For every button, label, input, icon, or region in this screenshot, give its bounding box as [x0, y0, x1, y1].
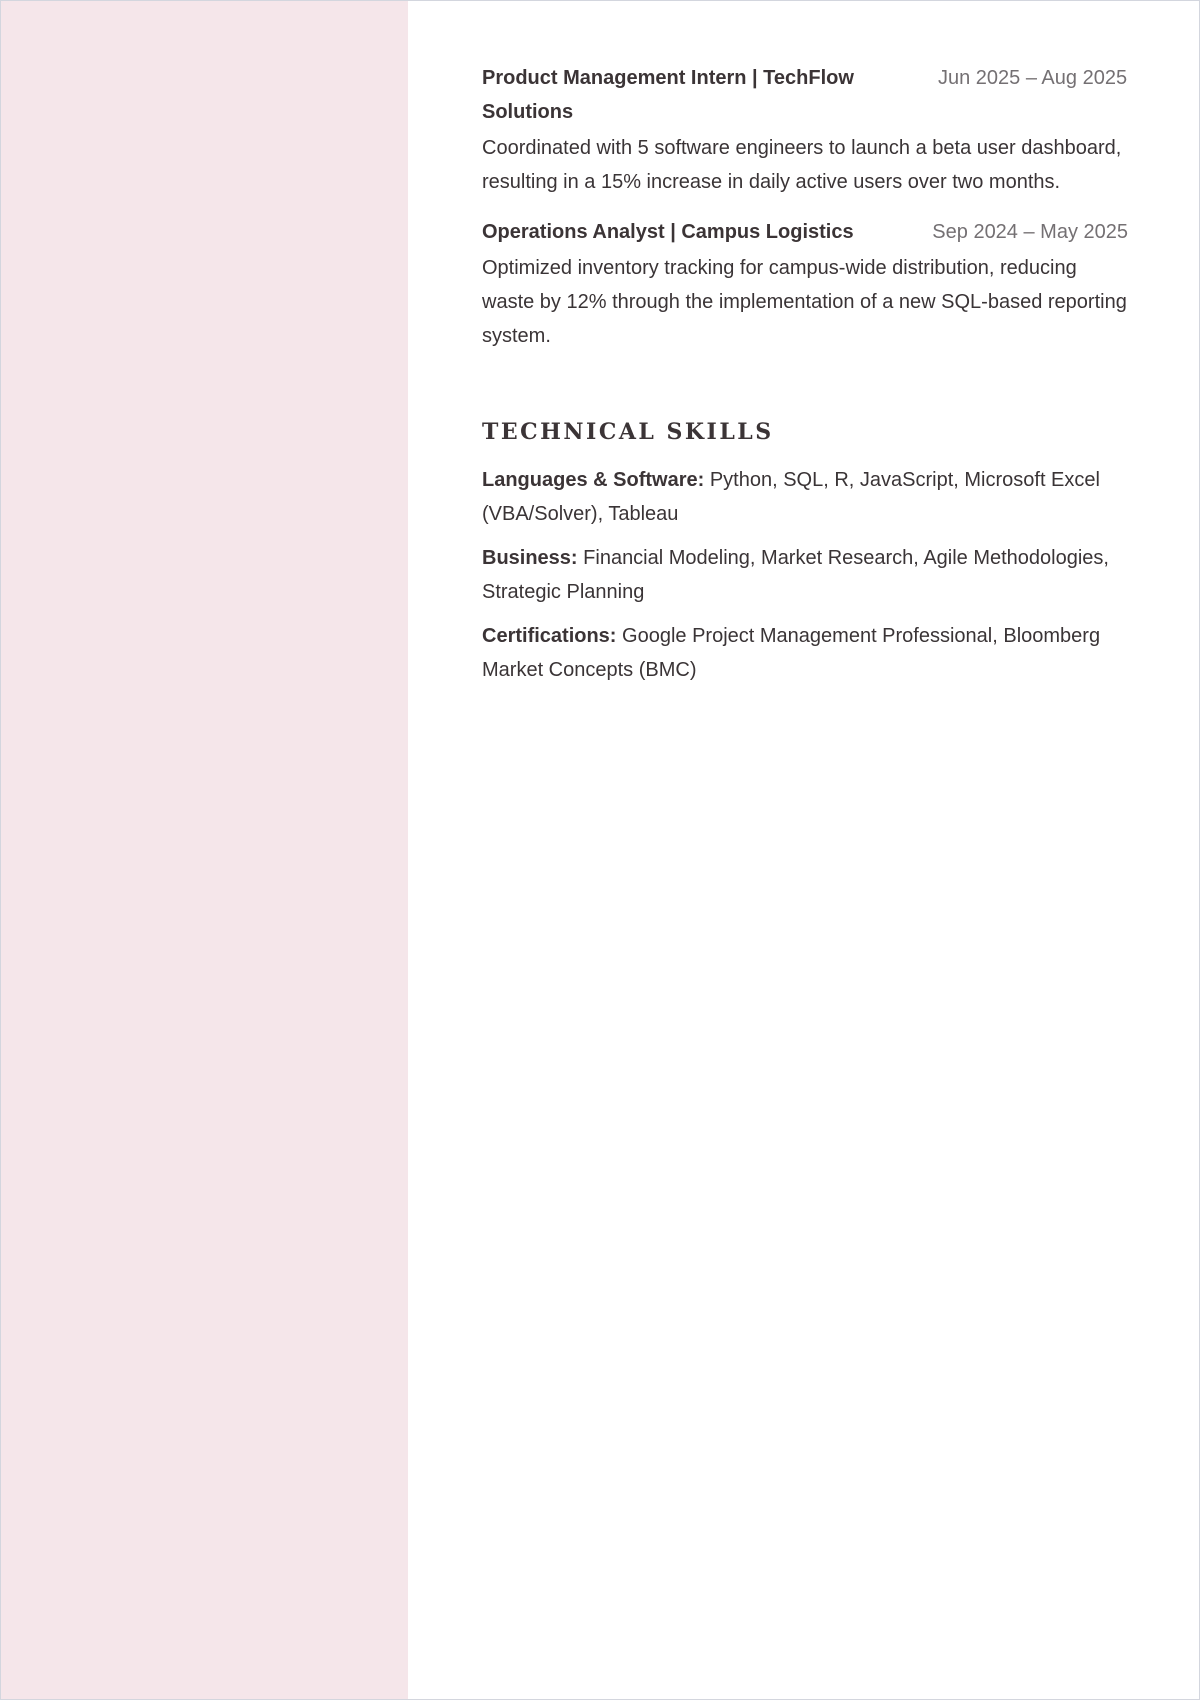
- job-title: Product Management Intern | TechFlow Solutions: [482, 67, 854, 123]
- skill-value: Python, SQL, R, JavaScript, Microsoft Excel (VBA/Solver), Tableau: [482, 469, 1100, 525]
- experience-header: [482, 61, 1128, 129]
- skill-label: Certifications:: [482, 625, 617, 647]
- skill-label: Business:: [482, 547, 578, 569]
- experience-entry: [482, 215, 1128, 353]
- job-title: Operations Analyst | Campus Logistics: [482, 221, 854, 243]
- job-dates: Sep 2024 – May 2025: [932, 221, 1128, 243]
- sidebar-panel: [1, 1, 408, 1699]
- skill-value: Google Project Management Professional, Bloomberg Market Concepts (BMC): [482, 625, 1101, 681]
- main-content: [482, 61, 1128, 697]
- job-description: Coordinated with 5 software engineers to launch a beta user dashboard, resulting in a 15% increase in daily active users over two months.: [482, 137, 1122, 193]
- job-description: Optimized inventory tracking for campus-wide distribution, reducing waste by 12% through the implementation of a new SQL-based reporting system.: [482, 257, 1127, 347]
- skill-line: [482, 619, 1128, 687]
- skill-line: [482, 541, 1128, 609]
- section-heading-technical-skills: TECHNICAL SKILLS: [482, 419, 774, 445]
- job-dates: Jun 2025 – Aug 2025: [938, 67, 1128, 89]
- skill-value: Financial Modeling, Market Research, Agile Methodologies, Strategic Planning: [482, 547, 1109, 603]
- skill-label: Languages & Software:: [482, 469, 705, 491]
- experience-entry: [482, 61, 1128, 199]
- experience-header: [482, 215, 1128, 249]
- skill-line: [482, 463, 1128, 531]
